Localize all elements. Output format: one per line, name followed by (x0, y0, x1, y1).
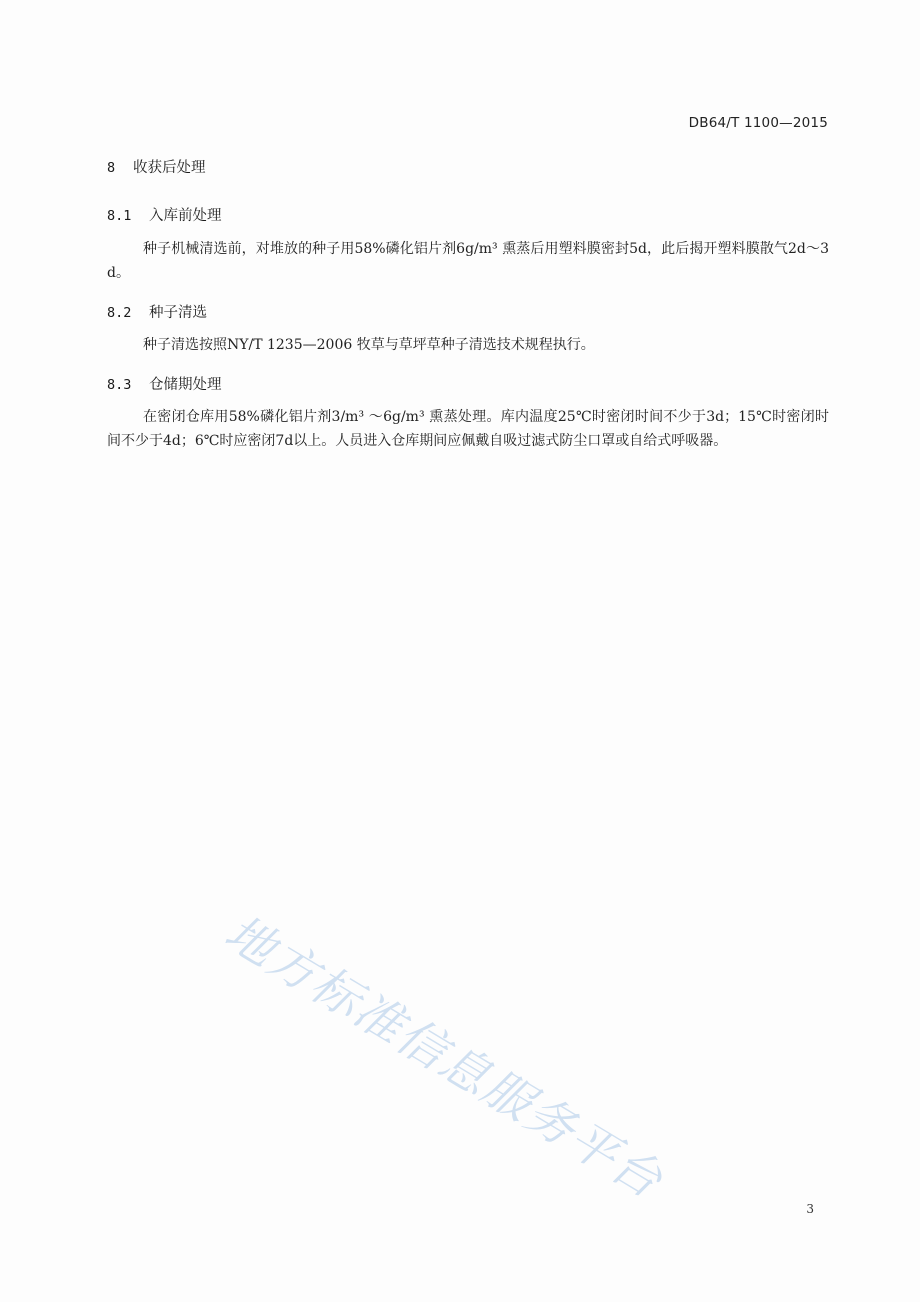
section-8-1-number: 8.1 (107, 208, 132, 224)
section-8-3-number: 8.3 (107, 377, 132, 393)
section-8-2-number: 8.2 (107, 305, 132, 321)
section-8-title: 收获后处理 (133, 160, 206, 176)
section-8-3-title: 仓储期处理 (149, 377, 222, 393)
section-8-1-title: 入库前处理 (149, 208, 222, 224)
section-8-1-body: 种子机械清选前，对堆放的种子用58%磷化铝片剂6g/m³ 熏蒸后用塑料膜密封5d，此后揭开塑料膜散气2d～3d。 (107, 241, 829, 281)
section-8-1-heading (107, 204, 222, 225)
section-8-2-title: 种子清选 (149, 305, 207, 321)
section-8-heading (107, 156, 206, 177)
section-8-3-body: 在密闭仓库用58%磷化铝片剂3/m³ ～6g/m³ 熏蒸处理。库内温度25℃时密闭时间不少于3d；15℃时密闭时间不少于4d；6℃时应密闭7d以上。人员进入仓库期间应佩戴自吸过滤式防尘口罩或自给式呼吸器。 (107, 409, 829, 449)
document-code: DB64/T 1100—2015 (688, 115, 828, 131)
section-8-number: 8 (107, 160, 116, 176)
page-number: 3 (806, 1202, 814, 1216)
watermark-text: 地方标准信息服务平台 (215, 904, 673, 1210)
section-8-3-heading (107, 373, 222, 394)
section-8-2-heading (107, 301, 207, 322)
section-8-2-body: 种子清选按照NY/T 1235—2006 牧草与草坪草种子清选技术规程执行。 (143, 337, 595, 353)
